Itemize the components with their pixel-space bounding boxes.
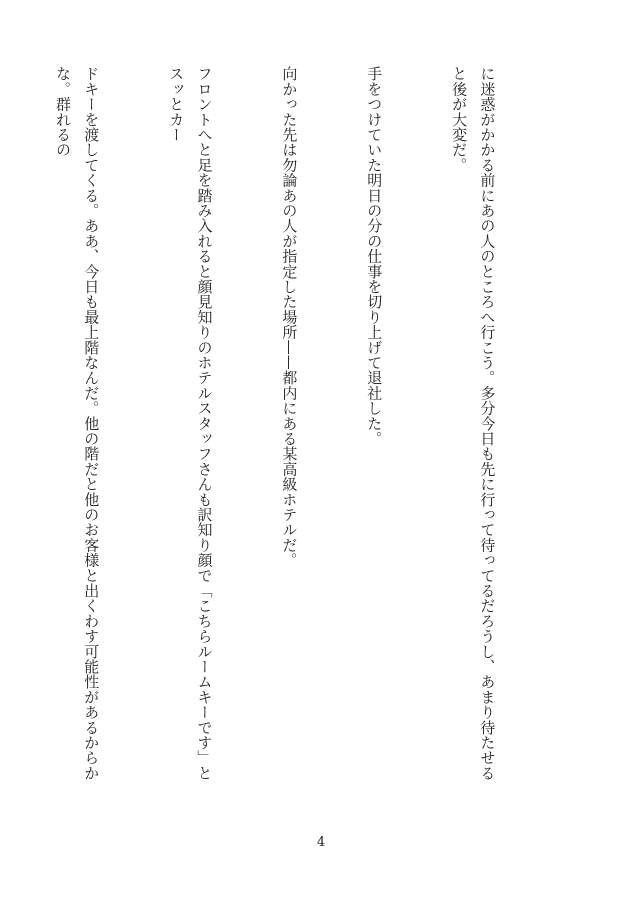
text-line: 手をつけていた明日の分の仕事を切り上げて退社した。: [365, 66, 384, 446]
text-line: フロントへと足を踏み入れると顔見知りのホテルスタッフさんも訳知り顔で「こちらルームキーです」とスッとカー: [167, 66, 214, 781]
page-number: 4: [316, 835, 326, 850]
vertical-text-body: [53, 66, 558, 786]
text-line: 向かった先は勿論あの人が指定した場所——都内にある某高級ホテルだ。: [280, 66, 299, 568]
text-line: に迷惑がかかる前にあの人のところへ行こう。多分今日も先に行って待ってるだろうし、あまり待たせると後が大変だ。: [450, 66, 497, 781]
text-line: ドキーを渡してくる。ああ、今日も最上階なんだ。他の階だと他のお客様と出くわす可能性があるからかな。群れるの: [53, 66, 101, 781]
